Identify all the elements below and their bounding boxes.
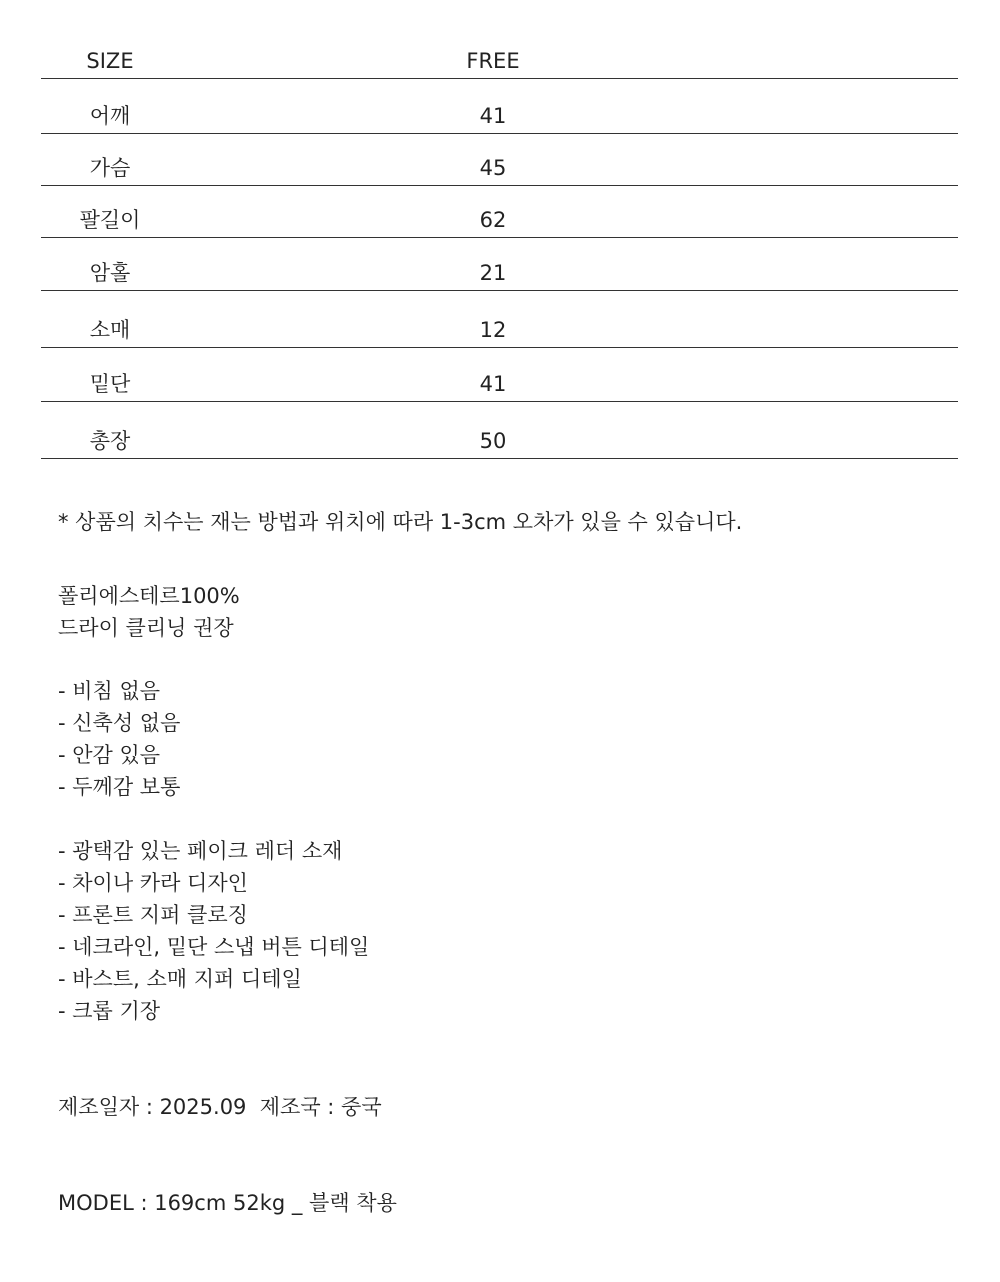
size-row-label: 암홀 (89, 261, 131, 285)
size-row-shoulder (41, 79, 958, 134)
size-row-sleeve-length (41, 186, 958, 238)
size-row-chest (41, 134, 958, 186)
material-info (58, 580, 240, 644)
size-row-value: 21 (479, 261, 507, 285)
size-row-label: 밑단 (89, 372, 131, 396)
list-item: - 차이나 카라 디자인 (58, 871, 248, 895)
list-item: - 안감 있음 (58, 743, 161, 767)
size-row-value: 45 (479, 156, 507, 180)
care-instruction: 드라이 클리닝 권장 (58, 616, 234, 640)
size-row-value: 41 (479, 372, 507, 396)
size-table-header (41, 41, 958, 79)
size-row-label: 총장 (89, 429, 131, 453)
size-row-value: 41 (479, 104, 507, 128)
list-item: - 두께감 보통 (58, 775, 181, 799)
manufacture-info: 제조일자 : 2025.09 제조국 : 중국 (58, 1095, 382, 1119)
size-row-hem (41, 348, 958, 402)
list-item: - 바스트, 소매 지퍼 디테일 (58, 967, 302, 991)
list-item: - 네크라인, 밑단 스냅 버튼 디테일 (58, 935, 370, 959)
size-row-value: 12 (479, 318, 507, 342)
size-row-label: 팔길이 (79, 208, 141, 232)
size-row-total-length (41, 402, 958, 459)
size-row-label: 가슴 (89, 156, 131, 180)
size-row-armhole (41, 238, 958, 291)
size-table (41, 41, 958, 459)
size-row-label: 소매 (89, 318, 131, 342)
list-item: - 비침 없음 (58, 679, 161, 703)
feature-list (58, 675, 180, 803)
size-row-sleeve-opening (41, 291, 958, 348)
size-row-label: 어깨 (89, 104, 131, 128)
model-info: MODEL : 169cm 52kg _ 블랙 착용 (58, 1191, 397, 1215)
list-item: - 프론트 지퍼 클로징 (58, 903, 248, 927)
list-item: - 크롭 기장 (58, 999, 161, 1023)
size-row-value: 50 (479, 429, 507, 453)
material-composition: 폴리에스테르100% (58, 584, 240, 608)
header-free-label: FREE (466, 49, 520, 73)
list-item: - 광택감 있는 페이크 레더 소재 (58, 839, 343, 863)
size-row-value: 62 (479, 208, 507, 232)
header-size-label: SIZE (86, 49, 134, 73)
detail-list (58, 835, 369, 1027)
measurement-notice: * 상품의 치수는 재는 방법과 위치에 따라 1-3cm 오차가 있을 수 있습니다. (58, 510, 743, 534)
list-item: - 신축성 없음 (58, 711, 181, 735)
